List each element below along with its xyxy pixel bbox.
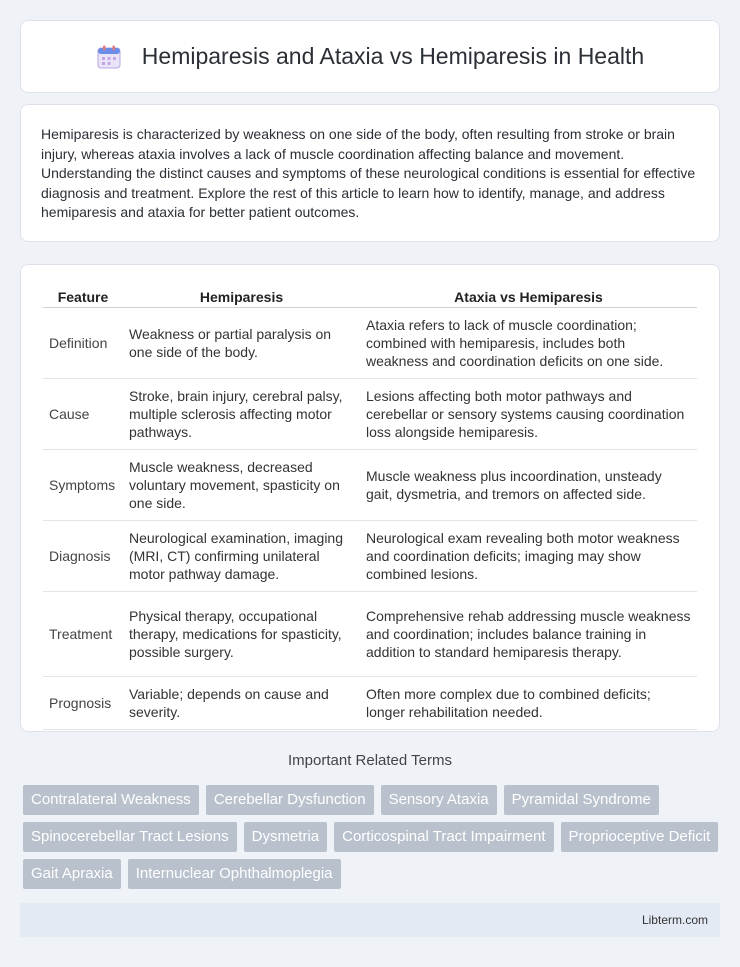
feature-cell: Treatment (43, 592, 123, 677)
related-term-tag[interactable]: Proprioceptive Deficit (561, 822, 719, 852)
related-term-tag[interactable]: Contralateral Weakness (23, 785, 199, 815)
header-hemiparesis: Hemiparesis (123, 285, 360, 308)
hemiparesis-cell: Stroke, brain injury, cerebral palsy, multiple sclerosis affecting motor pathways. (123, 379, 360, 450)
related-terms-title: Important Related Terms (288, 752, 452, 769)
feature-cell: Cause (43, 379, 123, 450)
feature-cell: Prognosis (43, 677, 123, 730)
related-term-tag[interactable]: Gait Apraxia (23, 859, 121, 889)
feature-cell: Symptoms (43, 450, 123, 521)
table-header-row (43, 285, 697, 308)
hemiparesis-cell: Muscle weakness, decreased voluntary movement, spasticity on one side. (123, 450, 360, 521)
related-terms-list (23, 785, 723, 889)
related-term-tag[interactable]: Sensory Ataxia (381, 785, 497, 815)
ataxia-cell: Often more complex due to combined deficits; longer rehabilitation needed. (360, 677, 697, 730)
table-row (43, 379, 697, 450)
footer (20, 903, 720, 937)
header-card (20, 20, 720, 93)
page-title: Hemiparesis and Ataxia vs Hemiparesis in Health (141, 43, 645, 69)
ataxia-cell: Neurological exam revealing both motor weakness and coordination deficits; imaging may show combined lesions. (360, 521, 697, 592)
ataxia-cell: Comprehensive rehab addressing muscle weakness and coordination; includes balance training in addition to standard hemiparesis therapy. (360, 592, 697, 677)
table-row (43, 450, 697, 521)
hemiparesis-cell: Variable; depends on cause and severity. (123, 677, 360, 730)
header-ataxia-vs-hemiparesis: Ataxia vs Hemiparesis (360, 285, 697, 308)
feature-cell: Definition (43, 308, 123, 379)
comparison-table-card (20, 264, 720, 732)
comparison-table (43, 285, 697, 730)
ataxia-cell: Muscle weakness plus incoordination, unsteady gait, dysmetria, and tremors on affected side. (360, 450, 697, 521)
calendar-icon (96, 44, 122, 70)
related-term-tag[interactable]: Dysmetria (244, 822, 328, 852)
ataxia-cell: Ataxia refers to lack of muscle coordination; combined with hemiparesis, includes both weakness and coordination deficits on one side. (360, 308, 697, 379)
related-term-tag[interactable]: Cerebellar Dysfunction (206, 785, 374, 815)
related-term-tag[interactable]: Spinocerebellar Tract Lesions (23, 822, 237, 852)
related-term-tag[interactable]: Corticospinal Tract Impairment (334, 822, 553, 852)
table-row (43, 521, 697, 592)
feature-cell: Diagnosis (43, 521, 123, 592)
table-row (43, 308, 697, 379)
table-row (43, 592, 697, 677)
related-term-tag[interactable]: Internuclear Ophthalmoplegia (128, 859, 341, 889)
intro-text: Hemiparesis is characterized by weakness on one side of the body, often resulting from stroke or brain injury, whereas ataxia involves a lack of muscle coordination affecting balance and movement. Understanding the distinct causes and symptoms of these neurological conditions is essential for effective diagnosis and treatment. Explore the rest of this article to learn how to identify, manage, and address hemiparesis and ataxia for better patient outcomes. (41, 126, 696, 220)
footer-site-link[interactable]: Libterm.com (641, 913, 708, 927)
hemiparesis-cell: Physical therapy, occupational therapy, medications for spasticity, possible surgery. (123, 592, 360, 677)
ataxia-cell: Lesions affecting both motor pathways and cerebellar or sensory systems causing coordination loss alongside hemiparesis. (360, 379, 697, 450)
intro-card (20, 104, 720, 242)
hemiparesis-cell: Weakness or partial paralysis on one side of the body. (123, 308, 360, 379)
related-term-tag[interactable]: Pyramidal Syndrome (504, 785, 659, 815)
hemiparesis-cell: Neurological examination, imaging (MRI, CT) confirming unilateral motor pathway damage. (123, 521, 360, 592)
header-feature: Feature (43, 285, 123, 308)
table-row (43, 677, 697, 730)
